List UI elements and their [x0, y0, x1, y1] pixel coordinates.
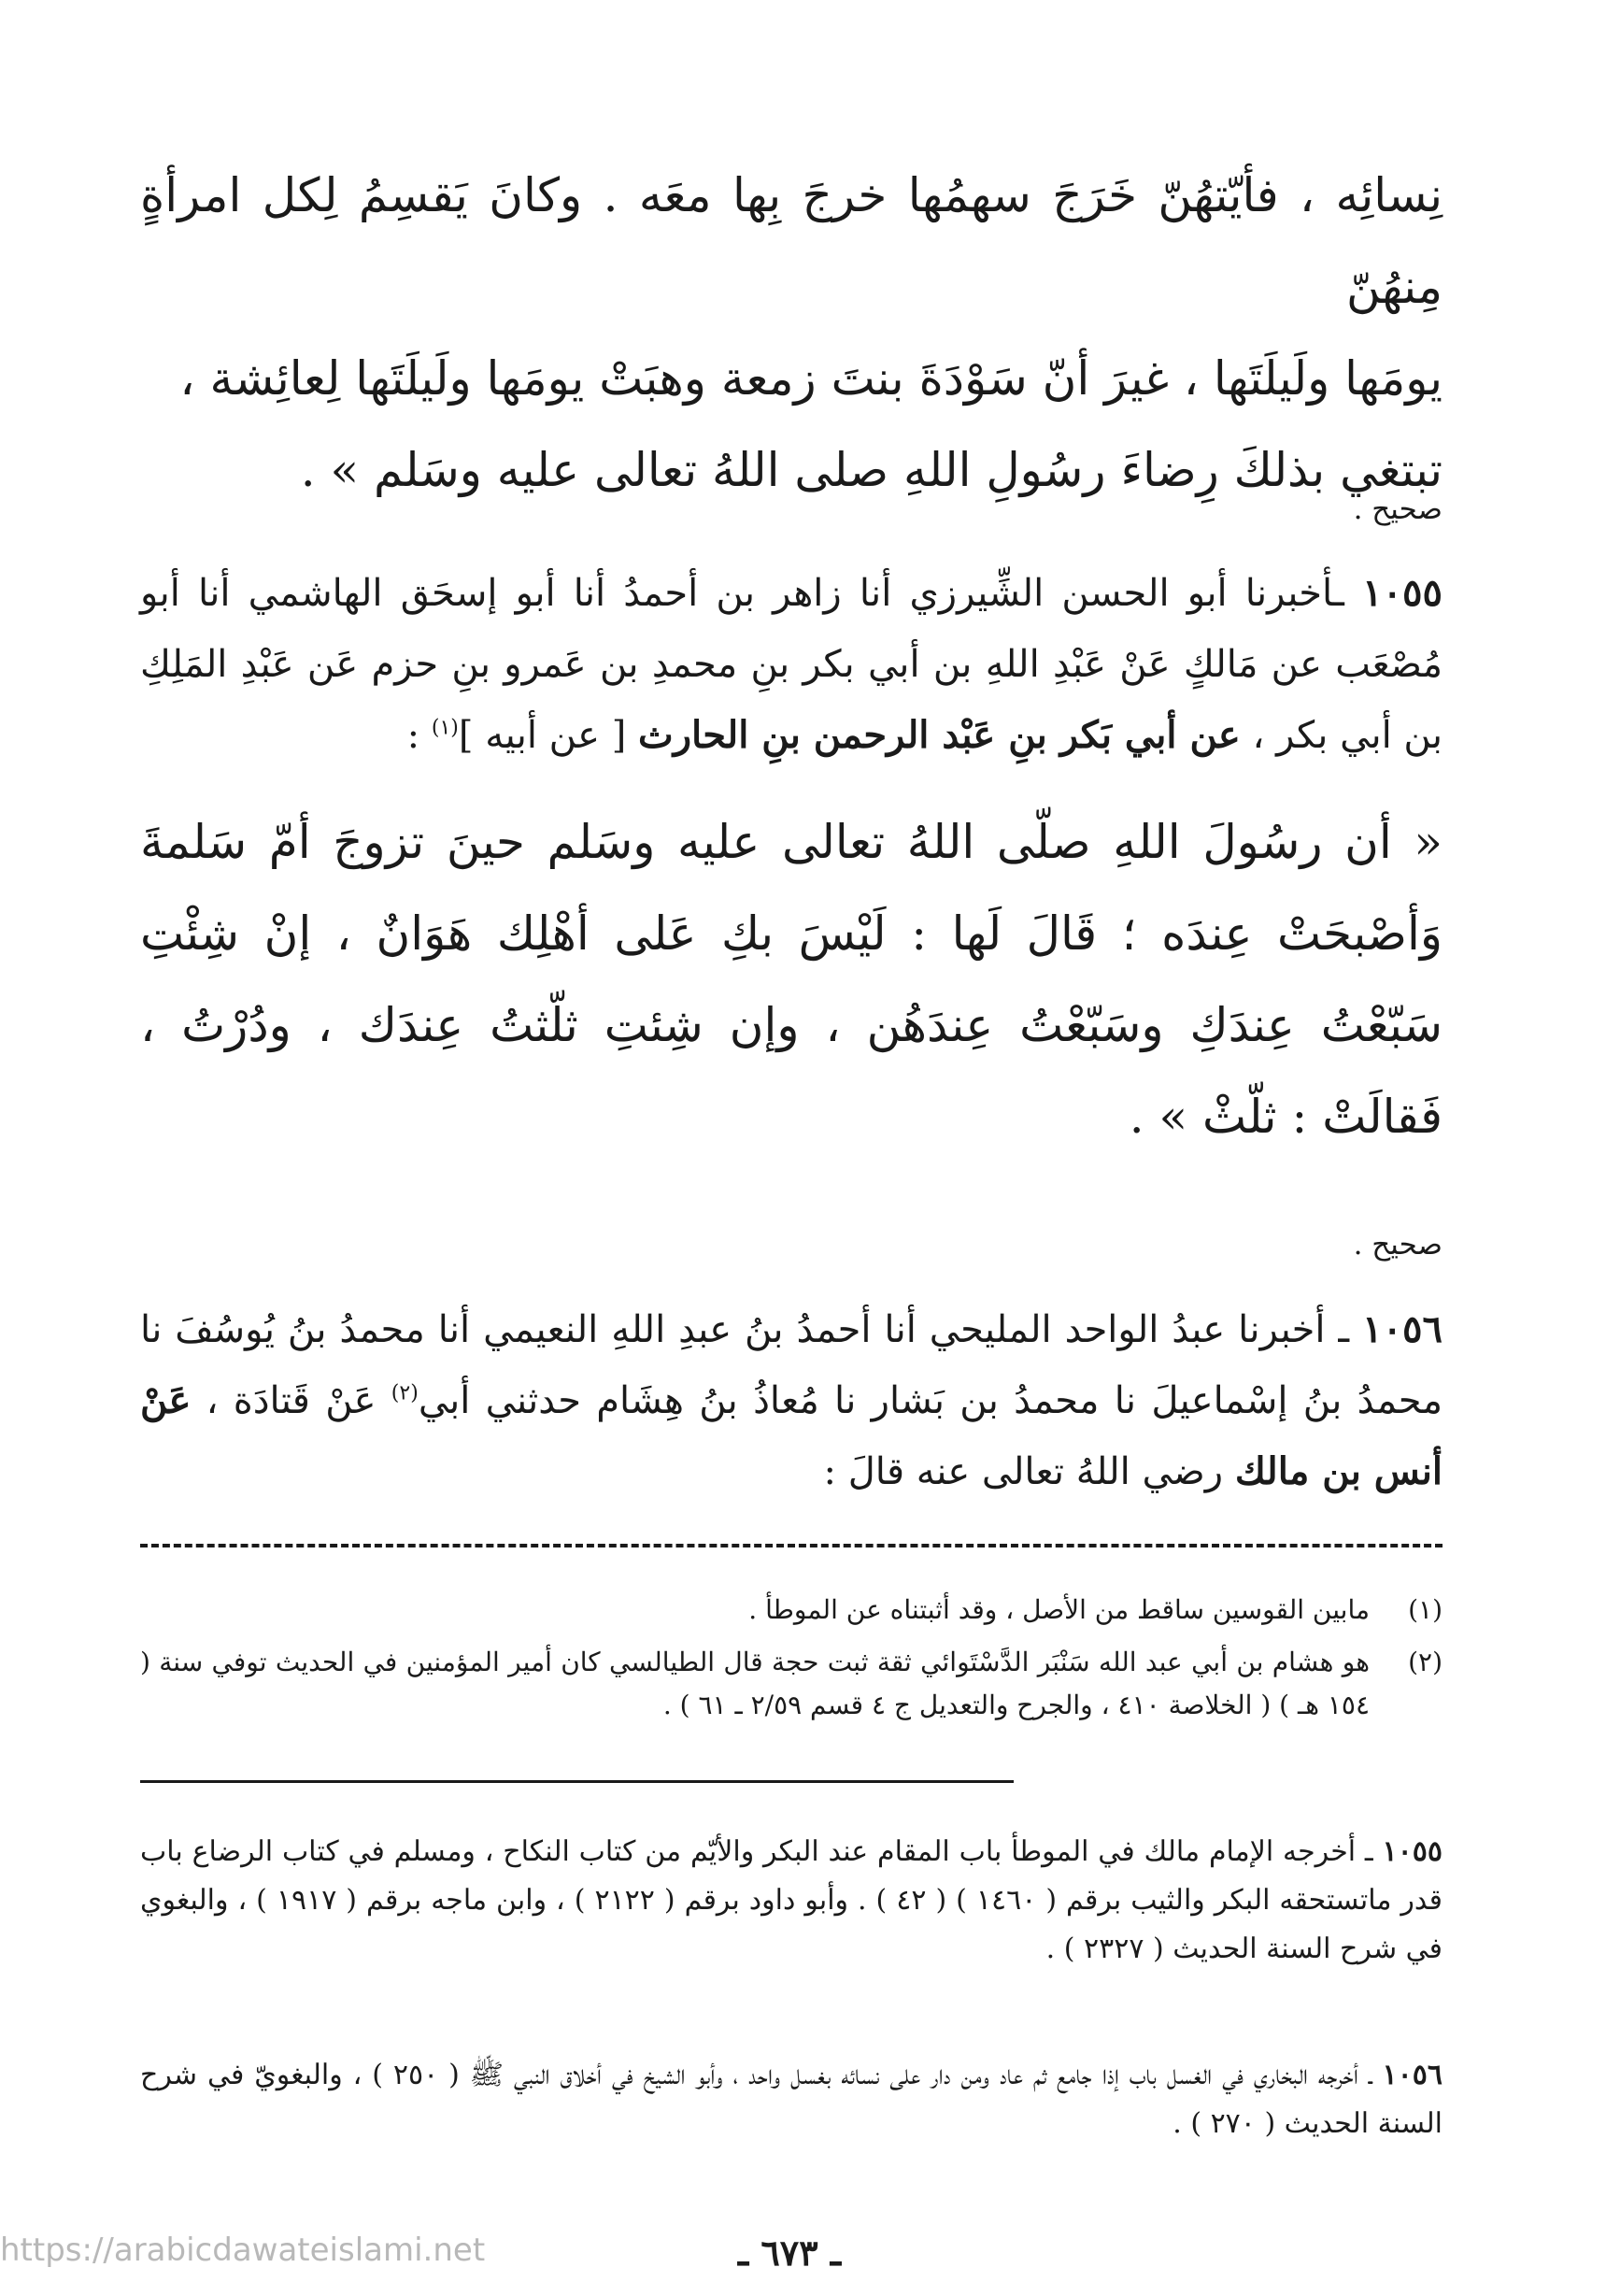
isnad-bold-narrator: عَنْ أنس بن مالك	[140, 1378, 1443, 1493]
hadith-continuation	[140, 150, 1443, 516]
grade-label: صحيح .	[1353, 492, 1443, 526]
footnote-ref: (٢)	[391, 1381, 419, 1405]
takhrij-1056	[140, 2051, 1443, 2148]
hadith-1055-isnad	[140, 558, 1443, 771]
text-line: يومَها ولَيلَتَها ، غيرَ أنّ سَوْدَةَ بنتَ زمعة وهبَتْ يومَها ولَيلَتَها لِعائِشة ،	[179, 351, 1443, 406]
hadith-1055-matn: « أن رسُولَ اللهِ صلّى اللهُ تعالى عليه وسَلم حينَ تزوجَ أمّ سَلمةَ وَأصْبحَتْ عِندَه ؛ قَالَ لَها : لَيْسَ بكِ عَلى أهْلِك هَوَانٌ ، إنْ شِئْتِ سَبّعْتُ عِندَكِ وسَبّعْتُ عِندَهُن ، وإن شِئتِ ثلّثتُ عِندَك ، ودُرْتُ ، فَقالَتْ : ثلّثْ » .	[140, 815, 1443, 1144]
takhrij-number: ١٠٥٥	[1382, 1835, 1443, 1868]
isnad-text: عَنْ قَتادَة ،	[191, 1379, 391, 1422]
footnote-text: مابين القوسين ساقط من الأصل ، وقد أثبتناه عن الموطأ .	[748, 1594, 1370, 1625]
footnote-separator	[140, 1544, 1443, 1547]
isnad-text: ـ أخبرنا عبدُ الواحد المليحي أنا أحمدُ بنُ عبدِ اللهِ النعيمي أنا محمدُ بنُ يُوسُفَ نا محمدُ بنُ إسْماعيلَ نا محمدُ بن بَشار نا مُعاذُ بنُ هِشَام حدثني أبي	[140, 1308, 1443, 1422]
takhrij-text: ـ أخرجه البخاري في الغسل باب إذا جامع ثم عاد ومن دار على نسائه بغسل واحد ، وأبو الشيخ في أخلاق النبي ﷺ ( ٢٥٠ ) ، والبغويّ في شرح السنة الحديث ( ٢٧٠ ) .	[140, 2059, 1443, 2140]
hadith-1056-isnad	[140, 1294, 1443, 1507]
footnote	[140, 1641, 1443, 1727]
takhrij-number: ١٠٥٦	[1382, 2059, 1443, 2091]
footnote	[140, 1589, 1443, 1632]
page-number: ـ ٦٧٣ ـ	[738, 2232, 841, 2274]
footnote-ref: (١)	[431, 716, 459, 740]
grade-label: صحيح .	[1353, 1228, 1443, 1262]
takhrij-separator	[140, 1780, 1014, 1783]
footnote-text: هو هشام بن أبي عبد الله سَنْبَر الدَّسْتَوائي ثقة ثبت حجة قال الطيالسي كان أمير المؤمنين في الحديث توفي سنة ( ١٥٤ هـ ) ( الخلاصة ٤١٠ ، والجرح والتعديل ج ٤ قسم ٢/٥٩ ـ ٦١ ) .	[140, 1647, 1370, 1720]
isnad-text: رضي اللهُ تعالى عنه قالَ :	[823, 1450, 1235, 1493]
text-line: نِسائِه ، فأيّتهُنّ خَرَجَ سهمُها خرجَ بِها معَه . وكانَ يَقسِمُ لِكل امرأةٍ مِنهُنّ	[140, 168, 1443, 314]
footnote-mark: (٢)	[1408, 1647, 1443, 1677]
page-footer	[0, 2232, 1443, 2278]
isnad-bracket: [ عن أبيه ]	[458, 714, 627, 757]
hadith-number: ١٠٥٥	[1362, 571, 1443, 615]
footnote-mark: (١)	[1408, 1594, 1443, 1625]
isnad-colon: :	[406, 714, 432, 757]
text-line: تبتغي بذلكَ رِضاءَ رسُولِ اللهِ صلى اللهُ تعالى عليه وسَلم » .	[300, 443, 1443, 497]
takhrij-text: ـ أخرجه الإمام مالك في الموطأ باب المقام عند البكر والأيّم من كتاب النكاح ، ومسلم في كتاب الرضاع باب قدر ماتستحقه البكر والثيب برقم ( ١٤٦٠ ) ( ٤٢ ) . وأبو داود برقم ( ٢١٢٢ ) ، وابن ماجه برقم ( ١٩١٧ ) ، والبغوي في شرح السنة الحديث ( ٢٣٢٧ ) .	[140, 1835, 1443, 1965]
isnad-text: ـأخبرنا أبو الحسن الشِّيرزي أنا زاهر بن أحمدُ أنا أبو إسحَق الهاشمي أنا أبو مُصْعَب عن مَالكٍ عَنْ عَبْدِ اللهِ بن أبي بكر بنِ محمدِ بن عَمرو بنِ حزم عَن عَبْدِ المَلِكِ بن أبي بكر ،	[140, 572, 1443, 757]
watermark-url: https://arabicdawateislami.net	[0, 2232, 486, 2269]
hadith-number: ١٠٥٦	[1362, 1307, 1443, 1351]
takhrij-1055	[140, 1828, 1443, 1974]
isnad-bold-narrator: عن أبي بَكر بنِ عَبْد الرحمن بنِ الحارث	[638, 713, 1241, 757]
